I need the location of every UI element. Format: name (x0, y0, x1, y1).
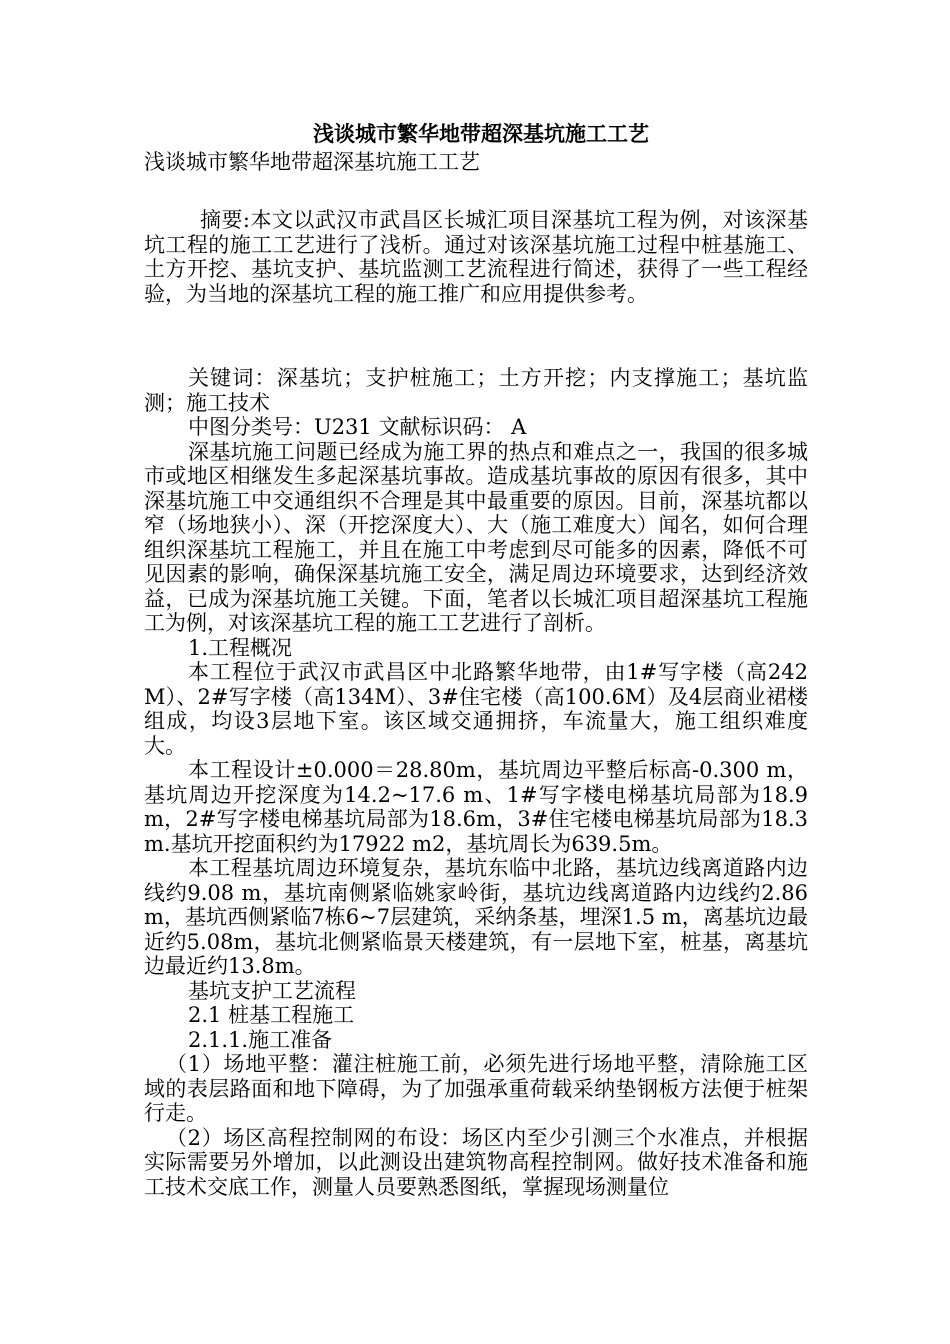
document-page (144, 120, 808, 1199)
list-item-elevation-control: （2）场区高程控制网的布设：场区内至少引测三个水准点，并根据实际需要另外增加，以此测设出建筑物高程控制网。做好技术准备和施工技术交底工作，测量人员要熟悉图纸，掌握现场测量位 (144, 1125, 808, 1199)
section-2-1-heading: 2.1 桩基工程施工 (188, 1003, 355, 1027)
section-1-paragraph-2: 本工程设计±0.000＝28.80m，基坑周边平整后标高-0.300 m，基坑周边开挖深度为14.2~17.6 m、1#写字楼电梯基坑局部为18.9m，2#写字楼电梯基坑局部为18.6m，3#住宅楼电梯基坑局部为18.3m.基坑开挖面积约为17922 m2，基坑周长为639.5m。 (144, 758, 808, 856)
section-2-1-1-heading: 2.1.1.施工准备 (188, 1027, 333, 1052)
keywords-paragraph: 关键词：深基坑；支护桩施工；土方开挖；内支撑施工；基坑监测；施工技术 (144, 366, 808, 415)
document-subtitle: 浅谈城市繁华地带超深基坑施工工艺 (144, 150, 480, 174)
section-1-heading: 1.工程概况 (188, 635, 293, 660)
document-title: 浅谈城市繁华地带超深基坑施工工艺 (313, 121, 649, 146)
classification-line: 中图分类号：U231 文献标识码： A (188, 415, 527, 439)
intro-paragraph: 深基坑施工问题已经成为施工界的热点和难点之一，我国的很多城市或地区相继发生多起深基坑事故。造成基坑事故的原因有很多，其中深基坑施工中交通组织不合理是其中最重要的原因。目前，深基坑都以窄（场地狭小）、深（开挖深度大）、大（施工难度大）闻名，如何合理组织深基坑工程施工，并且在施工中考虑到尽可能多的因素，降低不可见因素的影响，确保深基坑施工安全，满足周边环境要求，达到经济效益，已成为深基坑施工关键。下面，笔者以长城汇项目超深基坑工程施工为例，对该深基坑工程的施工工艺进行了剖析。 (144, 439, 808, 635)
section-1-paragraph-3: 本工程基坑周边环境复杂，基坑东临中北路，基坑边线离道路内边线约9.08 m，基坑南侧紧临姚家岭街，基坑边线离道路内边线约2.86m，基坑西侧紧临7栋6~7层建筑，采纳条基，埋深1.5 m，离基坑边最近约5.08m，基坑北侧紧临景天楼建筑，有一层地下室，桩基，离基坑边最近约13.8m。 (144, 856, 808, 978)
list-item-site-leveling: （1）场地平整：灌注桩施工前，必须先进行场地平整，清除施工区域的表层路面和地下障碍，为了加强承重荷载采纳垫钢板方法便于桩架行走。 (144, 1052, 808, 1125)
abstract-paragraph: 摘要:本文以武汉市武昌区长城汇项目深基坑工程为例，对该深基坑工程的施工工艺进行了浅析。通过对该深基坑施工过程中桩基施工、土方开挖、基坑支护、基坑监测工艺流程进行简述，获得了一些工程经验，为当地的深基坑工程的施工推广和应用提供参考。 (144, 208, 808, 306)
section-2-heading: 基坑支护工艺流程 (188, 978, 356, 1003)
section-1-paragraph-1: 本工程位于武汉市武昌区中北路繁华地带，由1#写字楼（高242M）、2#写字楼（高134M）、3#住宅楼（高100.6M）及4层商业裙楼组成，均设3层地下室。该区域交通拥挤，车流量大，施工组织难度大。 (144, 660, 808, 758)
